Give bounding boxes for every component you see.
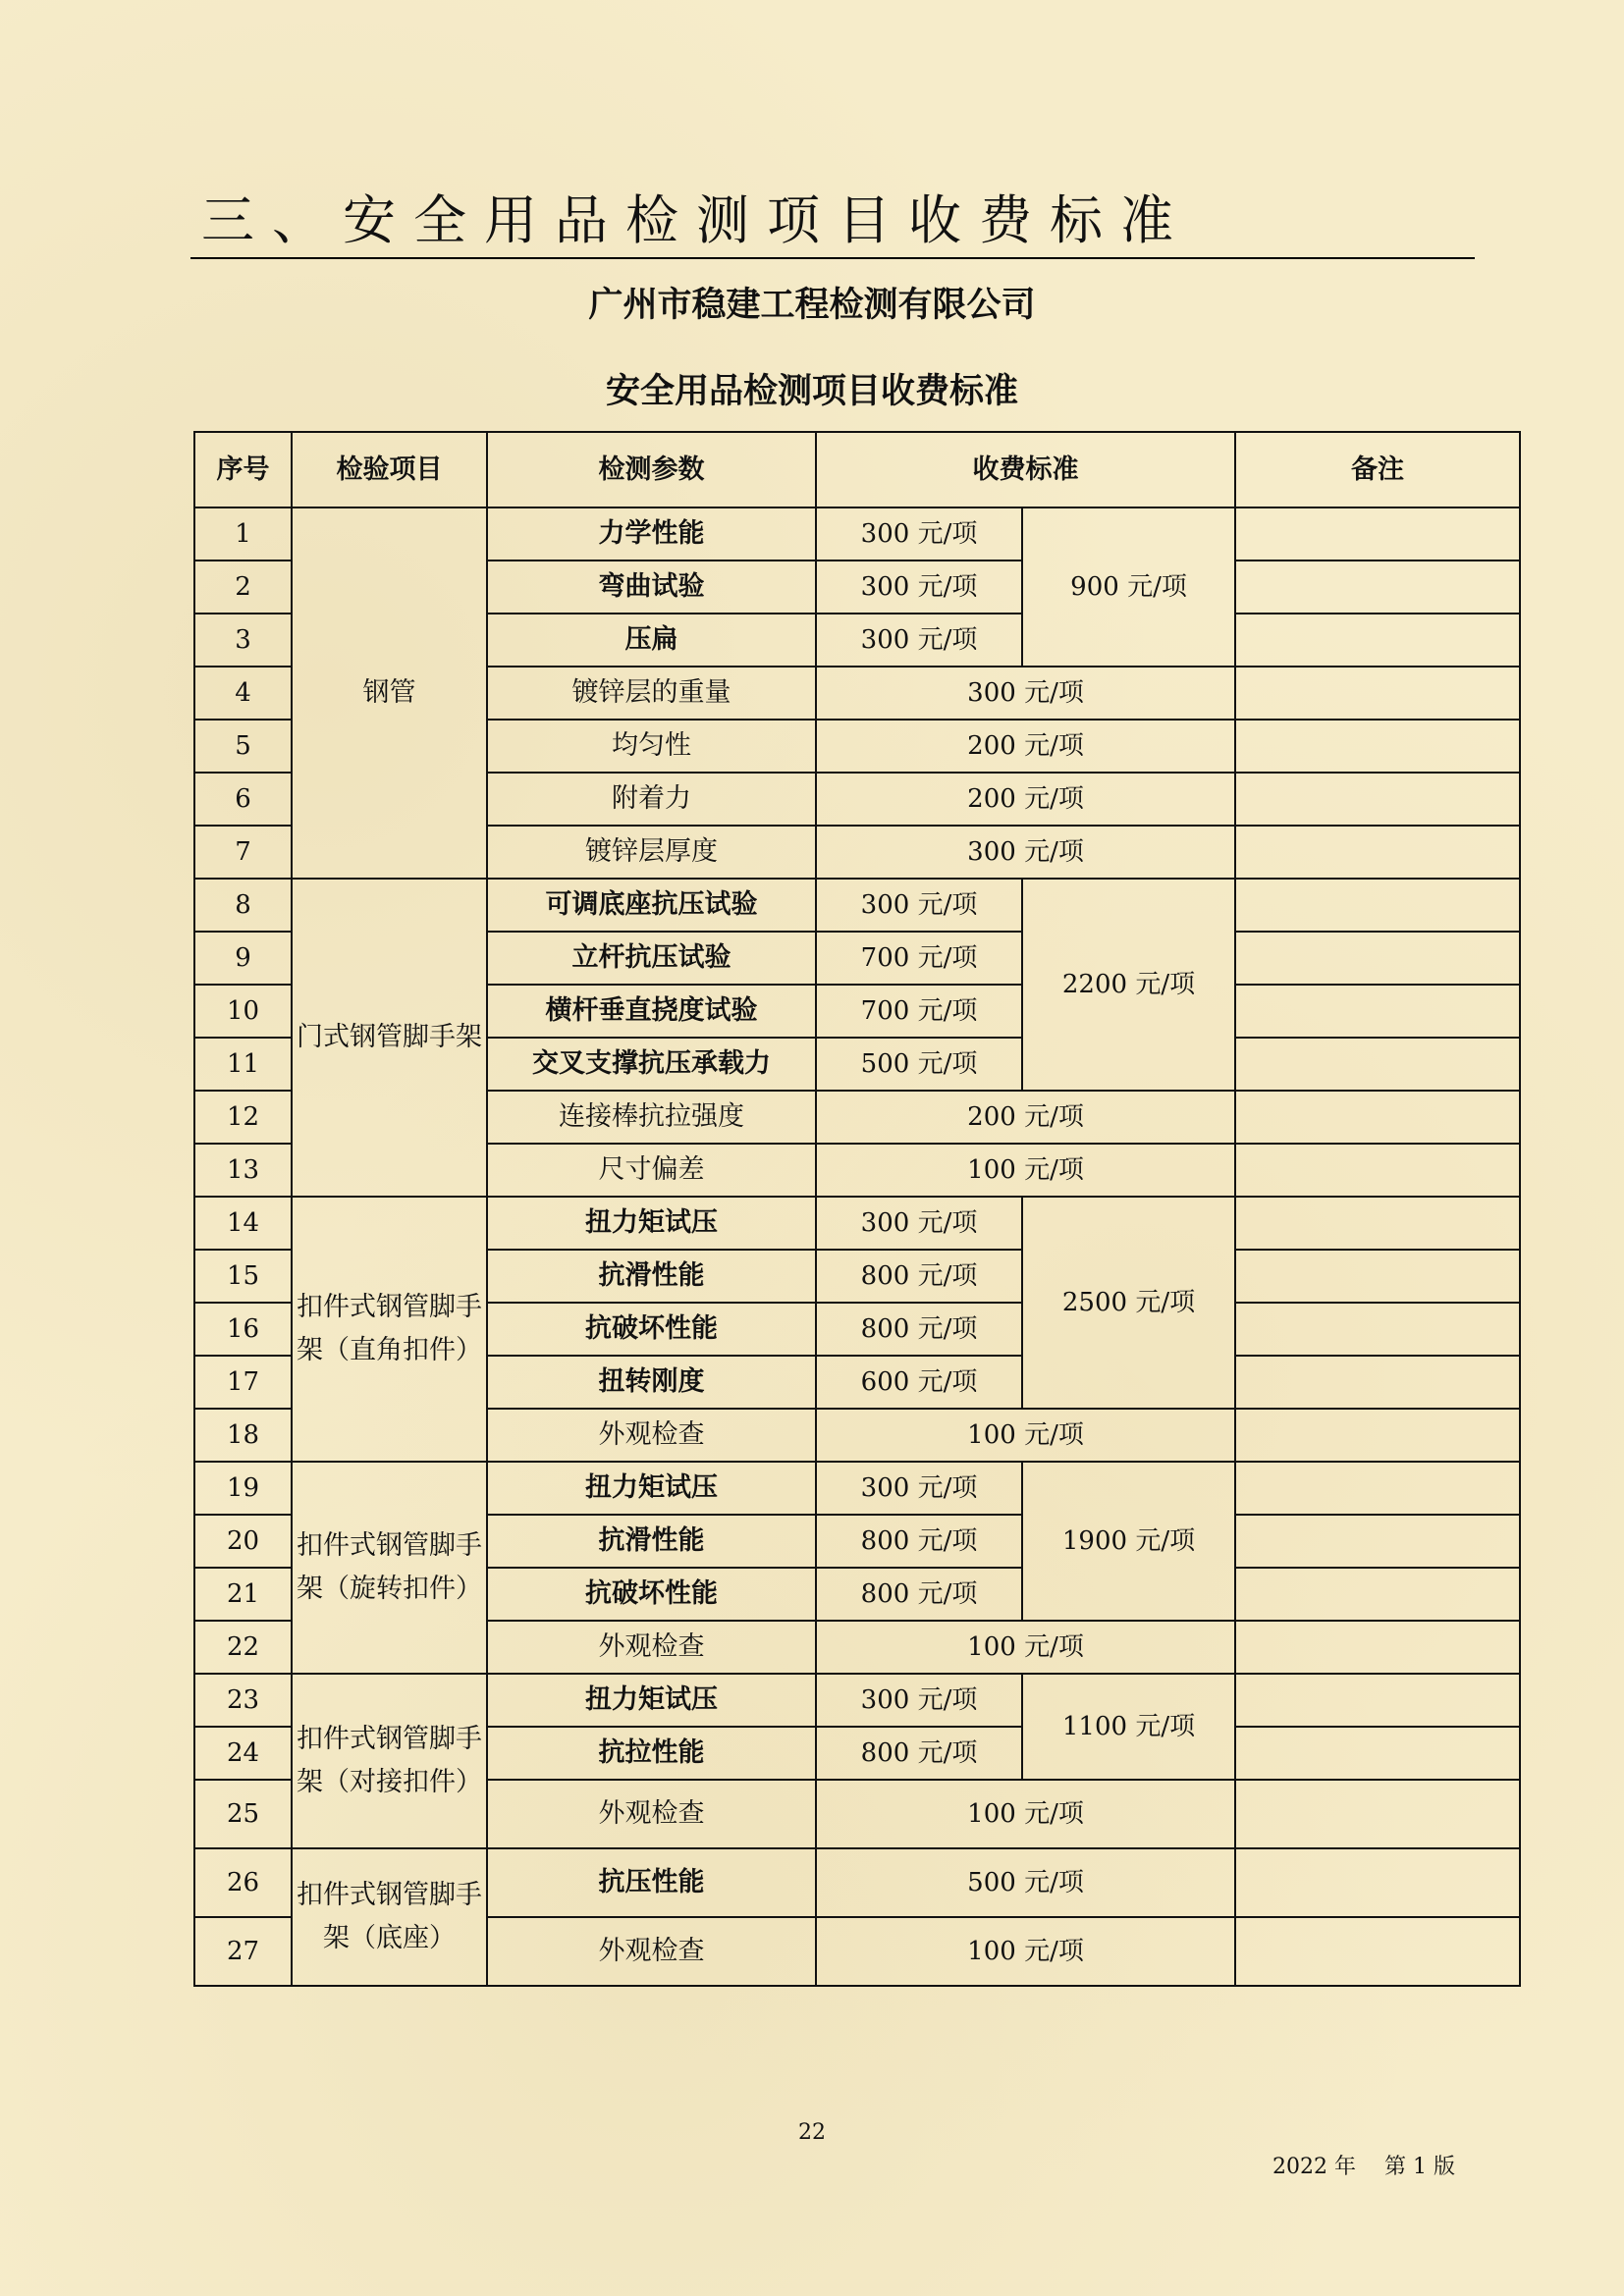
param-cell: 连接棒抗拉强度 — [487, 1091, 816, 1144]
seq-cell: 13 — [194, 1144, 292, 1197]
seq-cell: 8 — [194, 879, 292, 932]
group-fee-cell: 1900 元/项 — [1022, 1462, 1235, 1621]
fee-cell: 100 元/项 — [816, 1144, 1235, 1197]
note-cell — [1235, 1621, 1520, 1674]
table-title: 安全用品检测项目收费标准 — [605, 372, 1018, 411]
note-cell — [1235, 1462, 1520, 1515]
param-cell: 可调底座抗压试验 — [487, 879, 816, 932]
param-cell: 外观检查 — [487, 1780, 816, 1848]
note-cell — [1235, 1409, 1520, 1462]
param-cell: 外观检查 — [487, 1409, 816, 1462]
seq-cell: 26 — [194, 1848, 292, 1917]
seq-cell: 14 — [194, 1197, 292, 1250]
param-cell: 抗滑性能 — [487, 1515, 816, 1568]
note-cell — [1235, 1091, 1520, 1144]
fee-cell: 500 元/项 — [816, 1038, 1022, 1091]
group-fee-cell: 2500 元/项 — [1022, 1197, 1235, 1409]
seq-cell: 18 — [194, 1409, 292, 1462]
company-name: 广州市稳建工程检测有限公司 — [588, 286, 1036, 325]
item-cell: 扣件式钢管脚手架（对接扣件） — [292, 1674, 487, 1848]
note-cell — [1235, 879, 1520, 932]
item-cell: 门式钢管脚手架 — [292, 879, 487, 1197]
seq-cell: 17 — [194, 1356, 292, 1409]
param-cell: 抗破坏性能 — [487, 1303, 816, 1356]
param-cell: 压扁 — [487, 614, 816, 667]
seq-cell: 25 — [194, 1780, 292, 1848]
fee-cell: 800 元/项 — [816, 1568, 1022, 1621]
fee-cell: 800 元/项 — [816, 1250, 1022, 1303]
table-row — [194, 1462, 1520, 1515]
note-cell — [1235, 1303, 1520, 1356]
group-fee-cell: 1100 元/项 — [1022, 1674, 1235, 1780]
note-cell — [1235, 720, 1520, 773]
note-cell — [1235, 985, 1520, 1038]
header-item: 检验项目 — [292, 432, 487, 507]
fee-cell: 800 元/项 — [816, 1515, 1022, 1568]
edition-label: 2022 年 第 1 版 — [1272, 2155, 1455, 2179]
seq-cell: 11 — [194, 1038, 292, 1091]
table-row — [194, 1848, 1520, 1917]
param-cell: 扭力矩试压 — [487, 1674, 816, 1727]
seq-cell: 7 — [194, 826, 292, 879]
fee-table — [193, 431, 1521, 1987]
fee-cell: 700 元/项 — [816, 932, 1022, 985]
seq-cell: 1 — [194, 507, 292, 561]
seq-cell: 24 — [194, 1727, 292, 1780]
param-cell: 尺寸偏差 — [487, 1144, 816, 1197]
seq-cell: 5 — [194, 720, 292, 773]
param-cell: 立杆抗压试验 — [487, 932, 816, 985]
fee-cell: 100 元/项 — [816, 1917, 1235, 1986]
seq-cell: 27 — [194, 1917, 292, 1986]
table-row — [194, 1197, 1520, 1250]
seq-cell: 19 — [194, 1462, 292, 1515]
param-cell: 扭力矩试压 — [487, 1197, 816, 1250]
seq-cell: 23 — [194, 1674, 292, 1727]
fee-cell: 300 元/项 — [816, 1197, 1022, 1250]
seq-cell: 22 — [194, 1621, 292, 1674]
fee-cell: 100 元/项 — [816, 1780, 1235, 1848]
item-cell: 钢管 — [292, 507, 487, 879]
table-row — [194, 507, 1520, 561]
table-row — [194, 879, 1520, 932]
param-cell: 交叉支撑抗压承载力 — [487, 1038, 816, 1091]
param-cell: 均匀性 — [487, 720, 816, 773]
header-param: 检测参数 — [487, 432, 816, 507]
seq-cell: 3 — [194, 614, 292, 667]
header-note: 备注 — [1235, 432, 1520, 507]
fee-cell: 200 元/项 — [816, 1091, 1235, 1144]
fee-cell: 300 元/项 — [816, 879, 1022, 932]
param-cell: 外观检查 — [487, 1621, 816, 1674]
seq-cell: 12 — [194, 1091, 292, 1144]
param-cell: 扭转刚度 — [487, 1356, 816, 1409]
fee-cell: 100 元/项 — [816, 1621, 1235, 1674]
note-cell — [1235, 773, 1520, 826]
table-row — [194, 1674, 1520, 1727]
fee-cell: 500 元/项 — [816, 1848, 1235, 1917]
item-cell: 扣件式钢管脚手架（底座） — [292, 1848, 487, 1986]
note-cell — [1235, 1727, 1520, 1780]
fee-cell: 300 元/项 — [816, 826, 1235, 879]
note-cell — [1235, 1515, 1520, 1568]
note-cell — [1235, 1917, 1520, 1986]
fee-cell: 300 元/项 — [816, 614, 1022, 667]
fee-cell: 800 元/项 — [816, 1303, 1022, 1356]
param-cell: 横杆垂直挠度试验 — [487, 985, 816, 1038]
param-cell: 扭力矩试压 — [487, 1462, 816, 1515]
param-cell: 抗拉性能 — [487, 1727, 816, 1780]
note-cell — [1235, 1780, 1520, 1848]
note-cell — [1235, 932, 1520, 985]
param-cell: 镀锌层的重量 — [487, 667, 816, 720]
fee-cell: 300 元/项 — [816, 1462, 1022, 1515]
seq-cell: 10 — [194, 985, 292, 1038]
seq-cell: 16 — [194, 1303, 292, 1356]
fee-cell: 100 元/项 — [816, 1409, 1235, 1462]
seq-cell: 2 — [194, 561, 292, 614]
note-cell — [1235, 1568, 1520, 1621]
fee-cell: 300 元/项 — [816, 561, 1022, 614]
header-seq: 序号 — [194, 432, 292, 507]
param-cell: 抗压性能 — [487, 1848, 816, 1917]
note-cell — [1235, 1144, 1520, 1197]
fee-cell: 800 元/项 — [816, 1727, 1022, 1780]
param-cell: 外观检查 — [487, 1917, 816, 1986]
group-fee-cell: 900 元/项 — [1022, 507, 1235, 667]
fee-cell: 300 元/项 — [816, 667, 1235, 720]
fee-cell: 200 元/项 — [816, 773, 1235, 826]
item-cell: 扣件式钢管脚手架（旋转扣件） — [292, 1462, 487, 1674]
note-cell — [1235, 1356, 1520, 1409]
seq-cell: 21 — [194, 1568, 292, 1621]
note-cell — [1235, 561, 1520, 614]
note-cell — [1235, 1250, 1520, 1303]
item-cell: 扣件式钢管脚手架（直角扣件） — [292, 1197, 487, 1462]
seq-cell: 15 — [194, 1250, 292, 1303]
note-cell — [1235, 614, 1520, 667]
header-fee: 收费标准 — [816, 432, 1235, 507]
page-number: 22 — [798, 2120, 826, 2145]
fee-cell: 300 元/项 — [816, 1674, 1022, 1727]
title-rule — [190, 257, 1475, 259]
note-cell — [1235, 1848, 1520, 1917]
param-cell: 弯曲试验 — [487, 561, 816, 614]
fee-cell: 300 元/项 — [816, 507, 1022, 561]
param-cell: 抗破坏性能 — [487, 1568, 816, 1621]
note-cell — [1235, 1197, 1520, 1250]
seq-cell: 9 — [194, 932, 292, 985]
note-cell — [1235, 667, 1520, 720]
param-cell: 附着力 — [487, 773, 816, 826]
note-cell — [1235, 1674, 1520, 1727]
seq-cell: 4 — [194, 667, 292, 720]
seq-cell: 20 — [194, 1515, 292, 1568]
table-header-row — [194, 432, 1520, 507]
fee-cell: 600 元/项 — [816, 1356, 1022, 1409]
param-cell: 力学性能 — [487, 507, 816, 561]
section-title: 三、安全用品检测项目收费标准 — [201, 189, 1191, 251]
fee-cell: 200 元/项 — [816, 720, 1235, 773]
param-cell: 抗滑性能 — [487, 1250, 816, 1303]
note-cell — [1235, 826, 1520, 879]
note-cell — [1235, 1038, 1520, 1091]
fee-cell: 700 元/项 — [816, 985, 1022, 1038]
seq-cell: 6 — [194, 773, 292, 826]
group-fee-cell: 2200 元/项 — [1022, 879, 1235, 1091]
param-cell: 镀锌层厚度 — [487, 826, 816, 879]
note-cell — [1235, 507, 1520, 561]
